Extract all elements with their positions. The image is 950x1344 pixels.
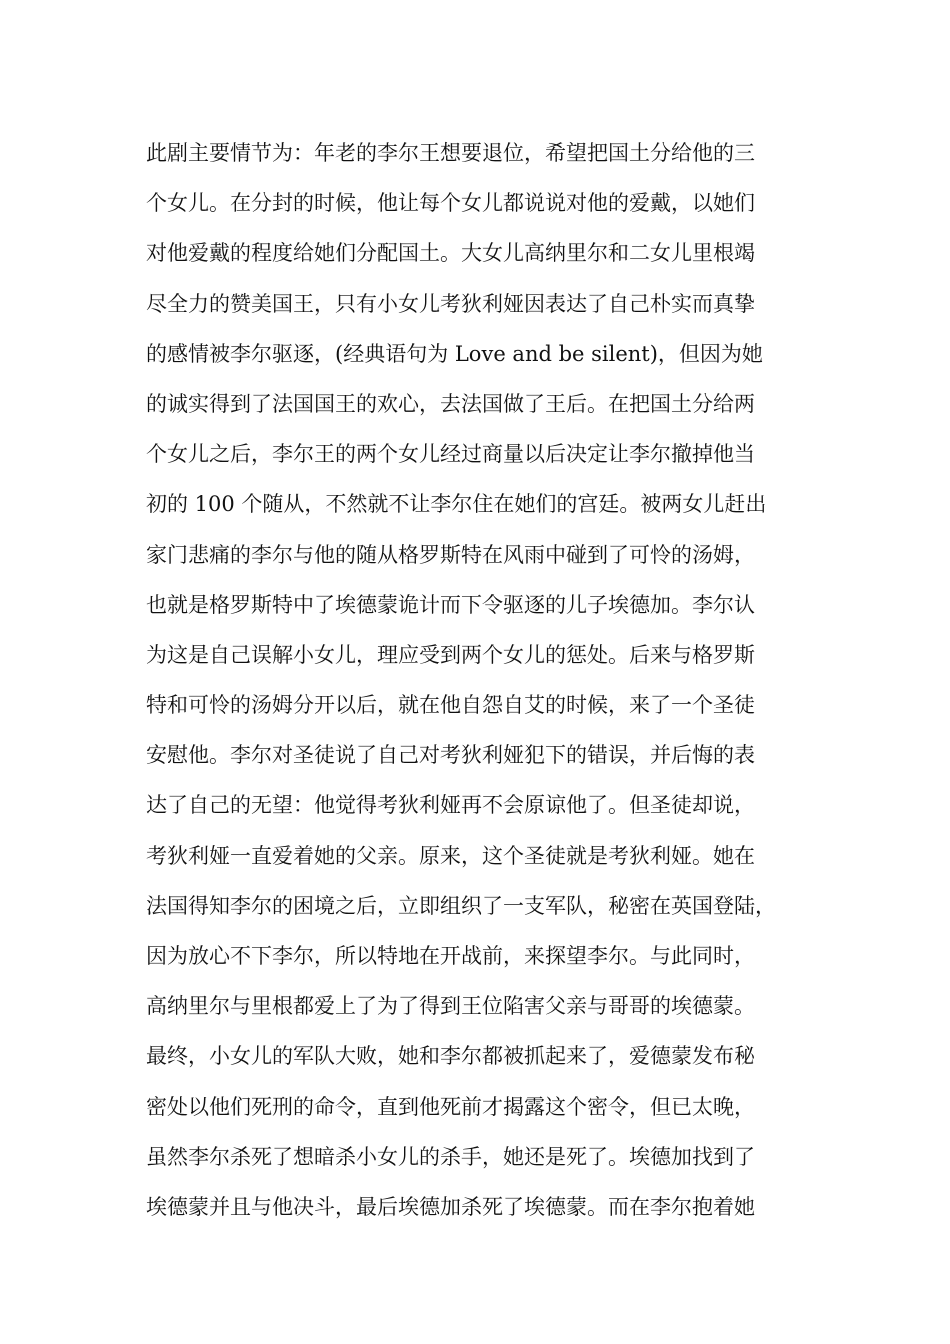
text-line: 个女儿之后，李尔王的两个女儿经过商量以后决定让李尔撤掉他当 bbox=[146, 442, 755, 467]
text-line: 埃德蒙并且与他决斗，最后埃德加杀死了埃德蒙。而在李尔抱着她 bbox=[146, 1194, 755, 1219]
body-paragraph bbox=[146, 128, 826, 1232]
text-line: 达了自己的无望：他觉得考狄利娅再不会原谅他了。但圣徒却说， bbox=[146, 793, 755, 818]
text-line: 考狄利娅一直爱着她的父亲。原来，这个圣徒就是考狄利娅。她在 bbox=[146, 843, 755, 868]
text-line: 虽然李尔杀死了想暗杀小女儿的杀手，她还是死了。埃德加找到了 bbox=[146, 1144, 755, 1169]
text-line: 也就是格罗斯特中了埃德蒙诡计而下令驱逐的儿子埃德加。李尔认 bbox=[146, 592, 755, 617]
text-line: 初的 100 个随从，不然就不让李尔住在她们的宫廷。被两女儿赶出 bbox=[146, 492, 767, 517]
text-line: 此剧主要情节为：年老的李尔王想要退位，希望把国土分给他的三 bbox=[146, 141, 755, 165]
text-line: 的诚实得到了法国国王的欢心，去法国做了王后。在把国土分给两 bbox=[146, 391, 755, 416]
text-line: 高纳里尔与里根都爱上了为了得到王位陷害父亲与哥哥的埃德蒙。 bbox=[146, 994, 755, 1019]
text-line: 最终，小女儿的军队大败，她和李尔都被抓起来了，爱德蒙发布秘 bbox=[146, 1044, 755, 1069]
text-line: 为这是自己误解小女儿，理应受到两个女儿的惩处。后来与格罗斯 bbox=[146, 642, 755, 667]
text-line: 对他爱戴的程度给她们分配国土。大女儿高纳里尔和二女儿里根竭 bbox=[146, 241, 755, 266]
text-line: 法国得知李尔的困境之后，立即组织了一支军队，秘密在英国登陆， bbox=[146, 893, 776, 918]
text-line: 尽全力的赞美国王，只有小女儿考狄利娅因表达了自己朴实而真挚 bbox=[146, 291, 755, 316]
text-line: 因为放心不下李尔，所以特地在开战前，来探望李尔。与此同时， bbox=[146, 944, 755, 968]
text-line: 特和可怜的汤姆分开以后，就在他自怨自艾的时候，来了一个圣徒 bbox=[146, 693, 755, 718]
text-line: 密处以他们死刑的命令，直到他死前才揭露这个密令，但已太晚， bbox=[146, 1094, 755, 1119]
text-line: 的感情被李尔驱逐，(经典语句为 Love and be silent)，但因为她 bbox=[146, 341, 763, 366]
text-line: 家门悲痛的李尔与他的随从格罗斯特在风雨中碰到了可怜的汤姆， bbox=[146, 542, 755, 567]
text-line: 个女儿。在分封的时候，他让每个女儿都说说对他的爱戴，以她们 bbox=[146, 191, 755, 216]
text-line: 安慰他。李尔对圣徒说了自己对考狄利娅犯下的错误，并后悔的表 bbox=[146, 743, 755, 768]
